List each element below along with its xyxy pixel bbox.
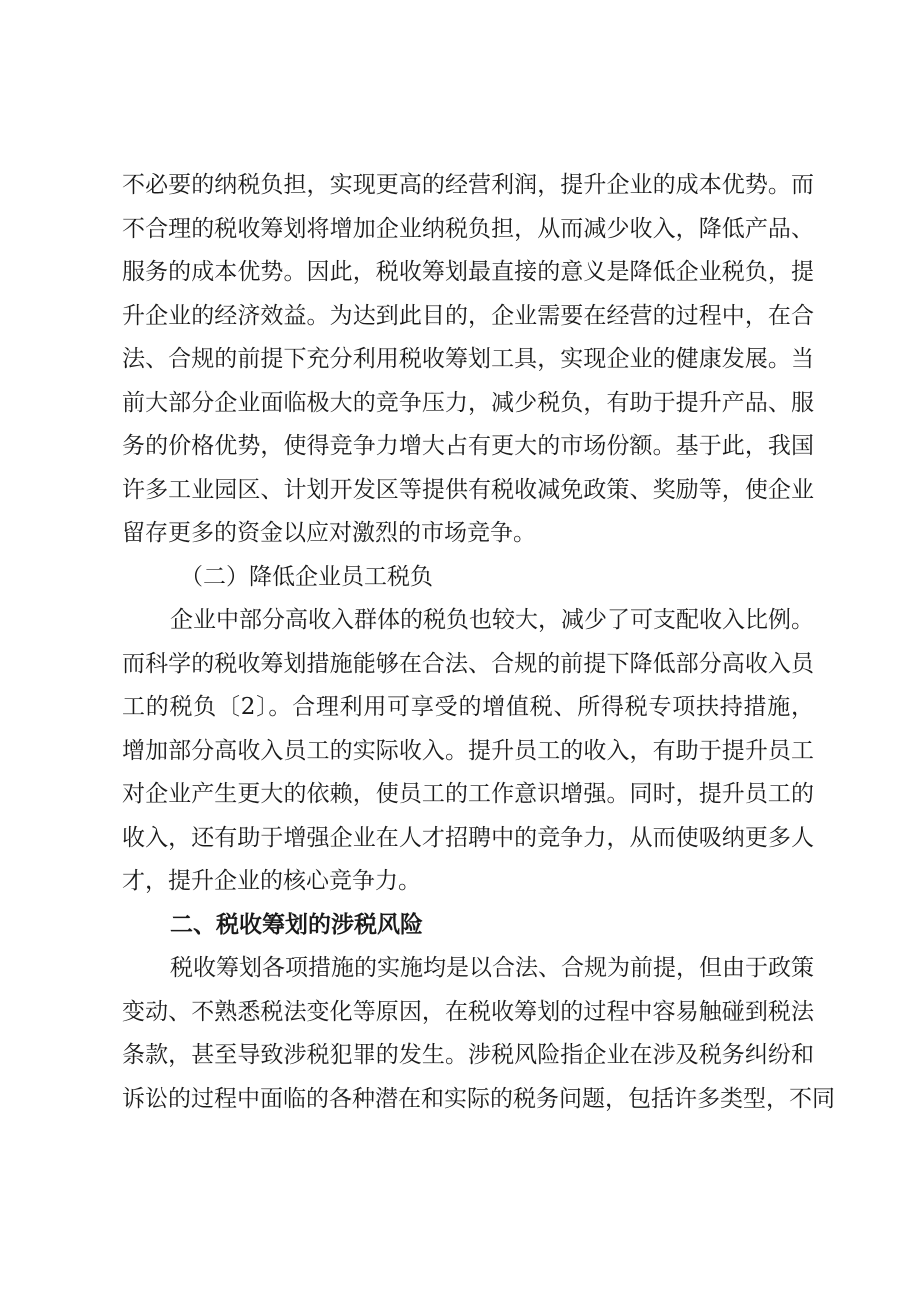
paragraph-line: 法、合规的前提下充分利用税收筹划工具，实现企业的健康发展。当	[122, 346, 814, 372]
paragraph-line: 收入，还有助于增强企业在人才招聘中的竞争力，从而使吸纳更多人	[122, 825, 814, 851]
paragraph-line: 税收筹划各项措施的实施均是以合法、合规为前提，但由于政策	[170, 955, 814, 981]
paragraph-line: 不合理的税收筹划将增加企业纳税负担，从而减少收入，降低产品、	[122, 216, 814, 242]
paragraph-line: 而科学的税收筹划措施能够在合法、合规的前提下降低部分高收入员	[122, 651, 814, 677]
section-heading: 二、税收筹划的涉税风险	[170, 912, 423, 938]
paragraph-line: 留存更多的资金以应对激烈的市场竞争。	[122, 520, 536, 546]
paragraph-line: 务的价格优势，使得竞争力增大占有更大的市场份额。基于此，我国	[122, 433, 814, 459]
paragraph-line: 不必要的纳税负担，实现更高的经营利润，提升企业的成本优势。而	[122, 172, 814, 198]
paragraph-line: 诉讼的过程中面临的各种潜在和实际的税务问题，包括许多类型，不同	[122, 1086, 835, 1112]
paragraph-line: 变动、不熟悉税法变化等原因，在税收筹划的过程中容易触碰到税法	[122, 999, 814, 1025]
paragraph-line: 对企业产生更大的依赖，使员工的工作意识增强。同时，提升员工的	[122, 781, 814, 807]
paragraph-line: 增加部分高收入员工的实际收入。提升员工的收入，有助于提升员工	[122, 738, 814, 764]
paragraph-line: 才，提升企业的核心竞争力。	[122, 868, 421, 894]
paragraph-line: 服务的成本优势。因此，税收筹划最直接的意义是降低企业税负，提	[122, 259, 814, 285]
paragraph-line: 条款，甚至导致涉税犯罪的发生。涉税风险指企业在涉及税务纠纷和	[122, 1042, 814, 1068]
paragraph-line: 企业中部分高收入群体的税负也较大，减少了可支配收入比例。	[170, 607, 814, 633]
section-subheading: （二）降低企业员工税负	[180, 564, 433, 590]
paragraph-line: 前大部分企业面临极大的竞争压力，减少税负，有助于提升产品、服	[122, 390, 814, 416]
paragraph-line: 工的税负〔2〕。合理利用可享受的增值税、所得税专项扶持措施，	[122, 694, 814, 720]
paragraph-line: 许多工业园区、计划开发区等提供有税收减免政策、奖励等，使企业	[122, 477, 814, 503]
paragraph-line: 升企业的经济效益。为达到此目的，企业需要在经营的过程中，在合	[122, 303, 814, 329]
